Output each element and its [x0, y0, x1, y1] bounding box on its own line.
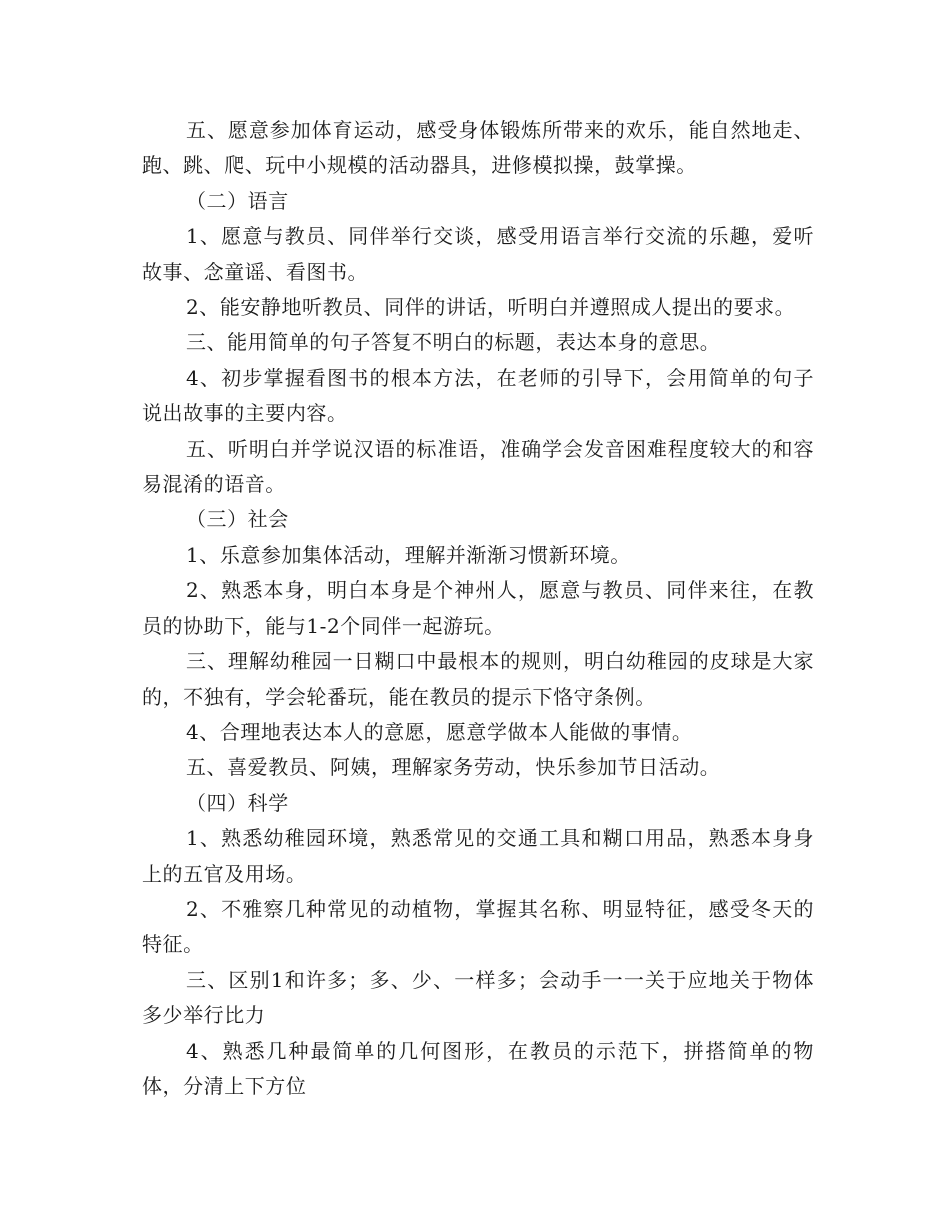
paragraph-society-5: 五、喜爱教员、阿姨，理解家务劳动，快乐参加节日活动。	[186, 755, 721, 780]
paragraph-language-5: 五、听明白并学说汉语的标准语，准确学会发音困难程度较大的和容易混淆的语音。	[142, 436, 814, 497]
paragraph-language-2: 2、能安静地听教员、同伴的讲话，听明白并遵照成人提出的要求。	[186, 295, 796, 320]
section-heading-language: （二）语言	[186, 188, 289, 213]
paragraph-science-1: 1、熟悉幼稚园环境，熟悉常见的交通工具和糊口用品，熟悉本身身上的五官及用场。	[142, 826, 814, 886]
section-heading-society: （三）社会	[186, 507, 289, 532]
paragraph-science-3: 三、区别1和许多；多、少、一样多；会动手一一关于应地关于物体多少举行比力	[142, 967, 814, 1028]
paragraph-language-1: 1、愿意与教员、同伴举行交谈，感受用语言举行交流的乐趣，爱听故事、念童谣、看图书。	[142, 224, 814, 284]
paragraph-science-4: 4、熟悉几种最简单的几何图形，在教员的示范下，拼搭简单的物体，分清上下方位	[142, 1038, 814, 1098]
paragraph-society-2: 2、熟悉本身，明白本身是个神州人，愿意与教员、同伴来往，在教员的协助下，能与1-2个同伴一起游玩。	[142, 578, 814, 638]
section-heading-science: （四）科学	[186, 790, 289, 815]
paragraph-language-4: 4、初步掌握看图书的根本方法，在老师的引导下，会用简单的句子说出故事的主要内容。	[142, 365, 814, 426]
paragraph-language-3: 三、能用简单的句子答复不明白的标题，表达本身的意思。	[186, 330, 721, 355]
document-body	[142, 113, 814, 1104]
paragraph-society-4: 4、合理地表达本人的意愿，愿意学做本人能做的事情。	[186, 719, 693, 744]
paragraph-society-3: 三、理解幼稚园一日糊口中最根本的规则，明白幼稚园的皮球是大家的，不独有，学会轮番玩，能在教员的提示下恪守条例。	[142, 649, 814, 709]
paragraph-science-2: 2、不雅察几种常见的动植物，掌握其名称、明显特征，感受冬天的特征。	[142, 896, 814, 957]
paragraph-society-1: 1、乐意参加集体活动，理解并渐渐习惯新环境。	[186, 542, 631, 567]
paragraph-physical-5: 五、愿意参加体育运动，感受身体锻炼所带来的欢乐，能自然地走、跑、跳、爬、玩中小规模的活动器具，进修模拟操，鼓掌操。	[142, 118, 814, 178]
